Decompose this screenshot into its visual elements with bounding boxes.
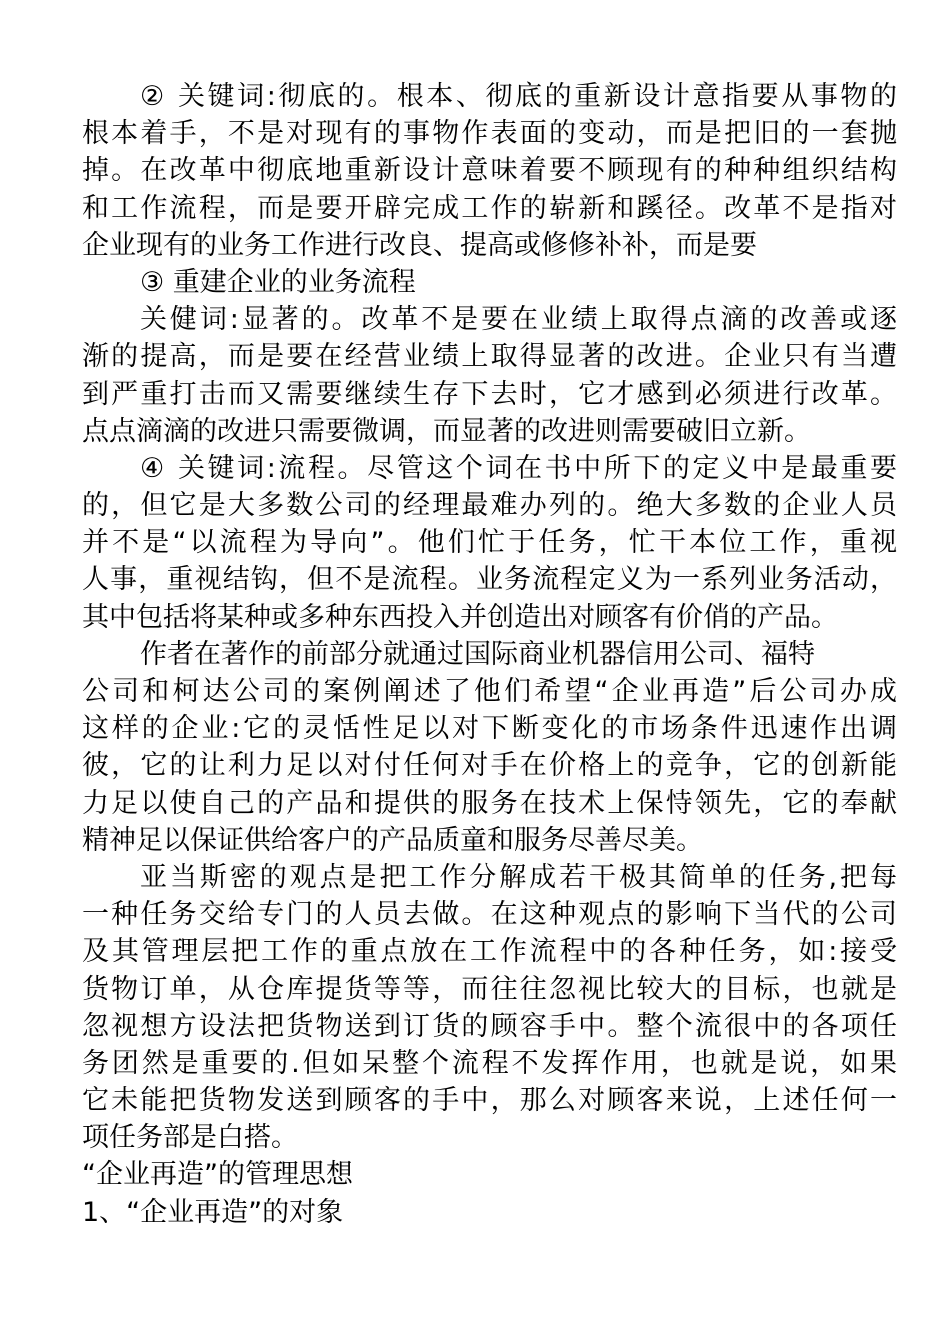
text-line: ④ 关键词:流程。尽管这个词在书中所下的定义中是最重要 — [140, 452, 897, 484]
text-line: 关健词:显著的。改革不是要在业绩上取得点滴的改善或逐 — [140, 304, 897, 336]
text-line: 点点滴滴的改进只需要微调，而显著的改进则需要破旧立新。 — [82, 415, 811, 447]
text-line: 亚当斯密的观点是把工作分解成若干极其简单的任务,把每 — [140, 861, 897, 893]
text-line: 力足以使自己的产品和提供的服务在技术上保恃领先，它的奉献 — [82, 787, 897, 819]
text-line: 项任务部是白搭。 — [82, 1122, 298, 1154]
text-line: 的，但它是大多数公司的经理最难办列的。绝大多数的企业人员 — [82, 490, 897, 522]
document-page — [82, 78, 897, 1231]
text-line: 公司和柯达公司的案例阐述了他们希望“企业再造”后公司办成 — [82, 676, 897, 707]
text-line: 务团然是重要的.但如呆整个流程不发挥作用，也就是说，如果 — [82, 1047, 897, 1079]
text-line: 忽视想方设法把货物送到订货的顾容手中。整个流很中的各项任 — [82, 1010, 897, 1042]
text-line: 它未能把货物发送到顾客的手中，那么对顾客来说，上述任何一 — [82, 1085, 897, 1117]
text-line: 作者在著作的前部分就通过国际商业机器信用公司、福特 — [140, 638, 815, 670]
text-line: 企业现有的业务工作进行改良、提高或修修补补，而是要 — [82, 229, 757, 261]
text-line: 这样的企业:它的灵恬性足以对下断变化的市场条件迅速作出调 — [82, 713, 897, 745]
text-line: 货物订单，从仓库提货等等，而往往忽视比较大的目标，也就是 — [82, 973, 897, 1005]
text-line: 精神足以保证供给客户的产品质童和服务尽善尽美。 — [82, 824, 703, 856]
text-line: 掉。在改革中彻底地重新设计意味着要不顾现有的种种组织结构 — [82, 155, 897, 187]
text-line: 其中包括将某种或多种东西投入并创造出对顾客有价俏的产品。 — [82, 601, 838, 633]
text-line: “企业再造”的管理思想 — [82, 1159, 353, 1191]
text-line: ③ 重建企业的业务流程 — [140, 266, 416, 298]
text-line: 根本着手，不是对现有的事物作表面的变动，而是把旧的一套抛 — [82, 118, 897, 150]
text-line: 一种任务交给专门的人员去做。在这种观点的影响下当代的公司 — [82, 899, 897, 931]
text-line: 1、“企业再造”的对象 — [82, 1196, 344, 1228]
document-body — [82, 78, 897, 1231]
text-line: 及其管理层把工作的重点放在工作流程中的各种任务，如:接受 — [82, 936, 897, 968]
text-line: 彼，它的让利力足以对付任何对手在价格上的竞争，它的创新能 — [82, 750, 897, 782]
text-line: 和工作流程，而是要开辟完成工作的崭新和蹊径。改革不是指对 — [82, 192, 897, 224]
text-line: 到严重打击而又需要继续生存下去时，它才感到必须进行改革。 — [82, 378, 897, 410]
text-line: 人事，重视结钩，但不是流程。业务流程定义为一系列业务活动， — [82, 564, 897, 596]
text-line: 并不是“以流程为导向”。他们忙于任务，忙干本位工作，重视 — [82, 527, 897, 559]
text-line: 渐的提高，而是要在经营业绩上取得显著的改进。企业只有当遭 — [82, 341, 897, 373]
text-line: ② 关键词:彻底的。根本、彻底的重新设计意指要从事物的 — [140, 81, 897, 112]
